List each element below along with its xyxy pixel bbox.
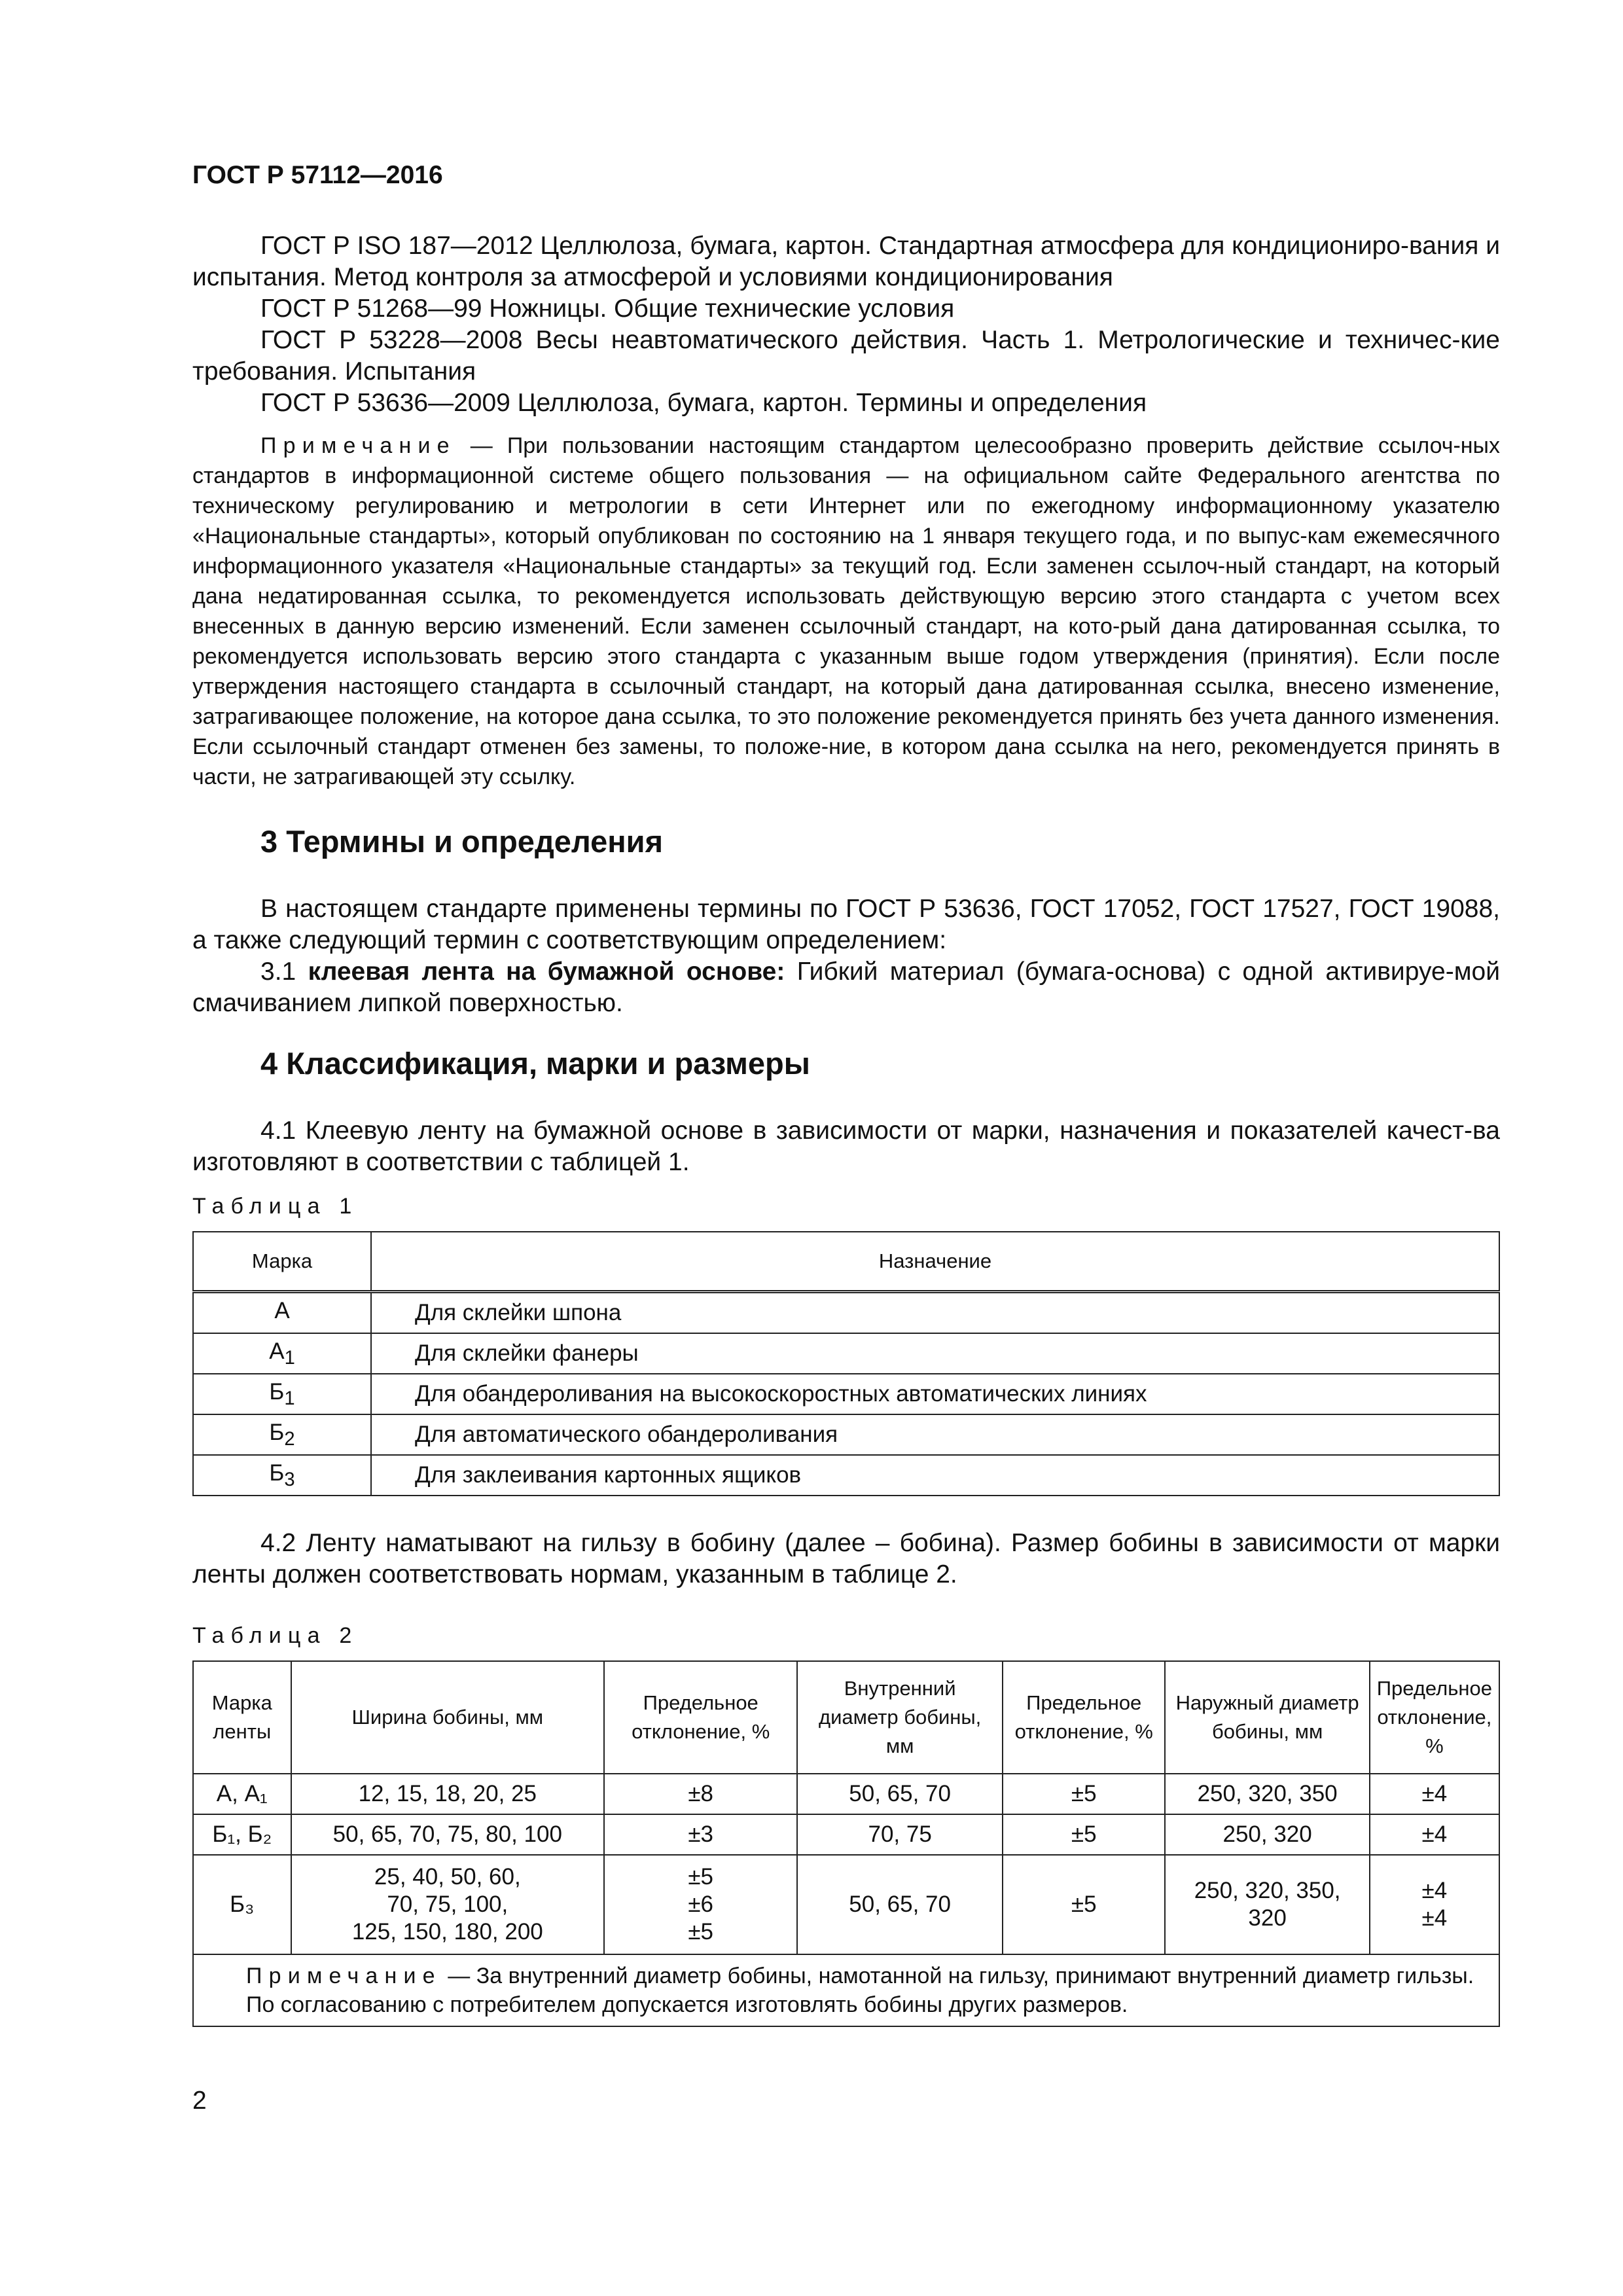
table-cell: ±3: [604, 1814, 797, 1855]
table-cell-purpose: Для обандероливания на высокоскоростных автоматических линиях: [371, 1374, 1499, 1414]
table-cell: ±5: [1003, 1774, 1166, 1814]
table-marks: [192, 1231, 1500, 1496]
table-label: Таблица 2: [192, 1623, 359, 1648]
table-row: [193, 1292, 1499, 1334]
table-header-cell: Марка ленты: [193, 1661, 291, 1774]
table-cell-mark: А: [193, 1292, 371, 1334]
table-row: [193, 1774, 1499, 1814]
table-header-cell: Предельное отклонение, %: [604, 1661, 797, 1774]
section-paragraph: 4.1 Клеевую ленту на бумажной основе в зависимости от марки, назначения и показателей качест-ва изготовляют в соответствии с таблицей 1.: [192, 1117, 1500, 1176]
table-row: [193, 1414, 1499, 1455]
table-cell: ±4 ±4: [1370, 1855, 1499, 1954]
table-cell: ±5: [1003, 1814, 1166, 1855]
table-cell-purpose: Для склейки фанеры: [371, 1333, 1499, 1374]
table-cell: 250, 320: [1165, 1814, 1369, 1855]
table-cell: 70, 75: [797, 1814, 1003, 1855]
section-paragraph: В настоящем стандарте применены термины по ГОСТ Р 53636, ГОСТ 17052, ГОСТ 17527, ГОСТ 19088, а также следующий термин с соответствующим определением:: [192, 895, 1500, 954]
reference-item: ГОСТ Р ISO 187—2012 Целлюлоза, бумага, картон. Стандартная атмосфера для кондициониро-вания и испытания. Метод контроля за атмосферой и условиями кондиционирования: [192, 232, 1500, 291]
note-paragraph: [192, 431, 1500, 792]
note-text: По согласованию с потребителем допускается изготовлять бобины других размеров.: [246, 1992, 1128, 2017]
table-note: [193, 1954, 1499, 2026]
table-cell: Б₃: [193, 1855, 291, 1954]
table-cell-mark: $Б_3$: [193, 1455, 371, 1496]
reference-item: ГОСТ Р 51268—99 Ножницы. Общие технические условия: [260, 295, 955, 323]
table-cell: 25, 40, 50, 60, 70, 75, 100, 125, 150, 180, 200: [291, 1855, 605, 1954]
table-header-cell: Марка: [193, 1232, 371, 1292]
table-cell-purpose: Для заклеивания картонных ящиков: [371, 1455, 1499, 1496]
table-cell: ±4: [1370, 1774, 1499, 1814]
note-text: — За внутренний диаметр бобины, намотанной на гильзу, принимают внутренний диаметр гильзы.: [441, 1964, 1474, 1988]
table-header-cell: Внутренний диаметр бобины, мм: [797, 1661, 1003, 1774]
table-row: [193, 1855, 1499, 1954]
term-number: 3.1: [260, 958, 308, 986]
table-row: [193, 1814, 1499, 1855]
table-cell: 250, 320, 350, 320: [1165, 1855, 1369, 1954]
table-cell: Б₁, Б₂: [193, 1814, 291, 1855]
table-cell: ±8: [604, 1774, 797, 1814]
table-note-row: [193, 1954, 1499, 2026]
table-cell: 12, 15, 18, 20, 25: [291, 1774, 605, 1814]
note-text: — При пользовании настоящим стандартом целесообразно проверить действие ссылоч-ных стандартов в информационной системе общего пользования — на официальном сайте Федерального агентства по техническому регулированию и метрологии в сети Интернет или по ежегодному информационному указателю «Национальные стандарты», который опубликован по состоянию на 1 января текущего года, и по выпус-кам ежемесячного информационного указателя «Национальные стандарты» за текущий год. Если заменен ссылоч-ный стандарт, на который дана недатированная ссылка, то рекомендуется использовать действующую версию этого стандарта с учетом всех внесенных в данную версию изменений. Если заменен ссылочный стандарт, на кото-рый дана датированная ссылка, то рекомендуется использовать версию этого стандарта с указанным выше годом утверждения (принятия). Если после утверждения настоящего стандарта в ссылочный стандарт, на который дана датированная ссылка, внесено изменение, затрагивающее положение, на которое дана ссылка, то это положение рекомендуется принять без учета данного изменения. Если ссылочный стандарт отменен без замены, то положе-ние, в котором дана ссылка на него, рекомендуется принять в части, не затрагивающей эту ссылку.: [192, 433, 1500, 789]
document-header: ГОСТ Р 57112—2016: [192, 161, 443, 189]
reference-item: ГОСТ Р 53636—2009 Целлюлоза, бумага, картон. Термины и определения: [260, 389, 1147, 417]
note-label: Примечание: [246, 1964, 442, 1988]
page-content: [192, 230, 1500, 2027]
table-row: [193, 1455, 1499, 1496]
table-header-cell: Ширина бобины, мм: [291, 1661, 605, 1774]
note-label: Примечание: [260, 433, 456, 458]
table-row: [193, 1333, 1499, 1374]
table-cell: 50, 65, 70: [797, 1774, 1003, 1814]
table-cell: 250, 320, 350: [1165, 1774, 1369, 1814]
term-name: клеевая лента на бумажной основе:: [308, 958, 785, 986]
table-cell-mark: $Б_1$: [193, 1374, 371, 1414]
section-paragraph: 4.2 Ленту наматывают на гильзу в бобину (далее – бобина). Размер бобины в зависимости от марки ленты должен соответствовать нормам, указанным в таблице 2.: [192, 1529, 1500, 1588]
table-cell-mark: $А_1$: [193, 1333, 371, 1374]
table-cell-purpose: Для склейки шпона: [371, 1292, 1499, 1334]
table-cell: А, А₁: [193, 1774, 291, 1814]
table-header-cell: Предельное отклонение, %: [1370, 1661, 1499, 1774]
table-label: Таблица 1: [192, 1194, 359, 1219]
term-text: Гибкий материал (бумага-основа) с одной активируе-мой смачиванием липкой поверхностью.: [192, 958, 1500, 1017]
term-definition: [192, 956, 1500, 1019]
table-header-cell: Предельное отклонение, %: [1003, 1661, 1166, 1774]
table-cell: ±5 ±6 ±5: [604, 1855, 797, 1954]
table-row: [193, 1374, 1499, 1414]
table-cell-purpose: Для автоматического обандероливания: [371, 1414, 1499, 1455]
table-sizes: [192, 1660, 1500, 2027]
table-cell: 50, 65, 70, 75, 80, 100: [291, 1814, 605, 1855]
table-header-cell: Наружный диаметр бобины, мм: [1165, 1661, 1369, 1774]
table-cell: ±4: [1370, 1814, 1499, 1855]
table-cell: ±5: [1003, 1855, 1166, 1954]
table-cell-mark: $Б_2$: [193, 1414, 371, 1455]
table-cell: 50, 65, 70: [797, 1855, 1003, 1954]
reference-item: ГОСТ Р 53228—2008 Весы неавтоматического действия. Часть 1. Метрологические и техничес-кие требования. Испытания: [192, 326, 1500, 386]
section-heading: 3 Термины и определения: [260, 824, 663, 859]
table-header-cell: Назначение: [371, 1232, 1499, 1292]
page-number: 2: [192, 2087, 207, 2115]
section-heading: 4 Классификация, марки и размеры: [260, 1046, 810, 1081]
